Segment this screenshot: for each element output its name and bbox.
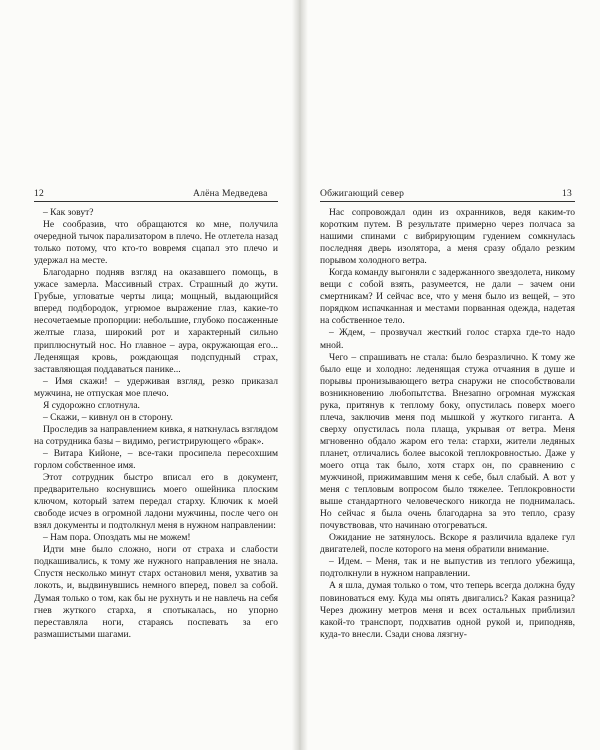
header-rule-right	[320, 201, 575, 202]
page-number-left: 12	[34, 188, 44, 199]
paragraph: – Как зовут?	[43, 207, 94, 218]
paragraph: Проследив за направлением кивка, я наткнулась взглядом на сотрудника базы – видимо, регистрирующего «брак».	[34, 423, 278, 447]
paragraph: Этот сотрудник быстро вписал его в документ, предварительно коснувшись моего ошейника плоским ключом, который затем передал старху. Ключик к моей свободе исчез в огромной ладони мужчины, после чего он взял документы и подтолкнул меня в нужном направлении:	[34, 472, 278, 532]
paragraph: – Витара Кийоне, – все-таки просипела пересохшим горлом собственное имя.	[34, 447, 278, 471]
running-head-title: Обжигающий север	[320, 188, 405, 199]
page-number-right: 13	[562, 188, 572, 199]
paragraph: – Нам пора. Опоздать мы не можем!	[43, 532, 191, 544]
paragraph: Я судорожно сглотнула.	[43, 399, 140, 411]
paragraph: Благодарно подняв взгляд на оказавшего помощь, в ужасе замерла. Массивный страх. Страшный до жути. Грубые, угловатые черты лица; мощный, выдающийся вперед подбородок, угрюмое выражение глаз, какие-то несочетаемые пропорции: небольшие, глубоко посаженные желтые глаза, широкий рот и характерный сильно приплюснутый нос. Но главное – аура, окружающая его... Леденящая кровь, рождающая подспудный страх, заставляющая поддаваться панике...	[34, 267, 278, 375]
header-rule-left	[34, 201, 278, 202]
paragraph: – Ждем, – прозвучал жесткий голос старха где-то надо мной.	[320, 327, 575, 351]
left-page	[0, 0, 298, 750]
right-page-text	[320, 207, 575, 641]
paragraph: – Идем. – Меня, так и не выпустив из теплого убежища, подтолкнули в нужном направлении.	[320, 556, 575, 580]
paragraph: Нас сопровождал один из охранников, ведя каким-то коротким путем. В результате примерно через полчаса за нашими спинами с вибрирующим гудением сомкнулась последняя дверь изолятора, а меня сразу обдало резким порывом холодного ветра.	[320, 207, 575, 267]
paragraph: – Имя скажи! – удерживая взгляд, резко приказал мужчина, не отпуская мое плечо.	[34, 375, 278, 399]
paragraph: – Скажи, – кивнул он в сторону.	[43, 411, 173, 423]
running-head-author: Алёна Медведева	[193, 188, 268, 199]
right-page	[302, 0, 600, 750]
paragraph: Идти мне было сложно, ноги от страха и слабости подкашивались, к тому же нужного направления не знала. Спустя несколько минут старх остановил меня, ухватив за локоть, и, выдвинувшись немного вперед, повел за собой. Думая только о том, как бы не рухнуть и не навлечь на себя гнев жуткого старха, я спотыкалась, но упорно переставляла ноги, стараясь поспевать за его размашистыми шагами.	[34, 544, 278, 640]
paragraph: Когда команду выгоняли с задержанного звездолета, никому вещи с собой взять, разумеется, не дали – зачем они смертникам? И сейчас все, что у меня было из вещей, – это порядком испачканная и местами порванная одежда, надетая на собственное тело.	[320, 267, 575, 327]
paragraph: Ожидание не затянулось. Вскоре я различила вдалеке гул двигателей, после которого на меня обратили внимание.	[320, 532, 575, 556]
paragraph: Чего – спрашивать не стала: было безразлично. К тому же было еще и холодно: леденящая стужа отчаяния в душе и порывы пронизывающего ветра снаружи не способствовали возникновению любопытства. Внезапно огромная мужская рука, притянув к теплому боку, опустилась поверх моего плеча, заключив меня под мышкой у жуткого гиганта. А сверху опустилась пола плаща, укрывая от ветра. Меня мгновенно обдало жаром его тела: стархи, жители ледяных планет, отличались более высокой теплокровностью. Даже у моего отца так было, хотя старх он, по сравнению с мужчиной, прижимавшим меня к себе, был слабый. А вот у меня с тепловым вопросом было тяжелее. Теплокровности выше стандартного человеческого никогда не поднималась. Но сейчас я была очень благодарна за это тепло, сразу почувствовав, что начинаю отогреваться.	[320, 351, 575, 532]
paragraph: Не сообразив, что обращаются ко мне, получила очередной тычок парализатором в плечо. Не отлетела назад только потому, что кто-то вовремя сцапал это плечо и удержал на месте.	[34, 219, 278, 267]
left-page-text	[34, 207, 278, 641]
book-gutter	[292, 0, 308, 750]
paragraph: А я шла, думая только о том, что теперь всегда должна буду повиноваться ему. Куда мы опять двигались? Какая разница? Через дюжину метров меня и всех остальных приблизил какой-то транспорт, подхватив одной рукой и, приподняв, куда-то внесли. Сзади снова лязгну-	[320, 580, 575, 640]
